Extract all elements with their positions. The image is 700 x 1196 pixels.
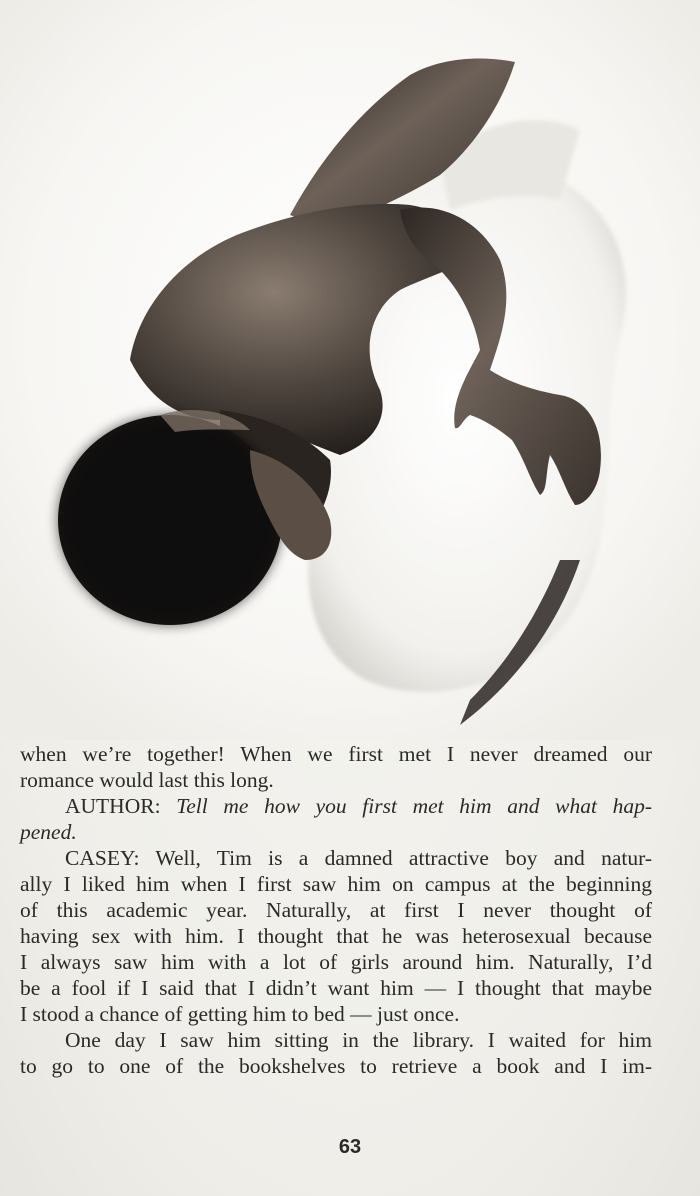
- italic-question: Tell me how you first met him and what hap-: [176, 794, 653, 818]
- page-number: 63: [338, 1136, 362, 1158]
- text-line: when we’re together! When we first met I never dreamed our: [20, 742, 652, 766]
- text-line: I always saw him with a lot of girls around him. Naturally, I’d: [20, 950, 652, 974]
- text-line: pened.: [20, 820, 77, 844]
- text-line: ally I liked him when I first saw him on campus at the beginning: [20, 872, 652, 896]
- text-line: of this academic year. Naturally, at first I never thought of: [20, 898, 652, 922]
- text-line: to go to one of the bookshelves to retrieve a book and I im-: [20, 1054, 652, 1078]
- text-line: I stood a chance of getting him to bed — just once.: [20, 1002, 460, 1026]
- speaker-label: AUTHOR:: [65, 794, 161, 818]
- text-line: be a fool if I said that I didn’t want him — I thought that maybe: [20, 976, 652, 1000]
- text-line: One day I saw him sitting in the library. I waited for him: [65, 1028, 652, 1052]
- text-line: CASEY: Well, Tim is a damned attractive boy and natur-: [65, 846, 652, 870]
- text-line: having sex with him. I thought that he was heterosexual because: [20, 924, 652, 948]
- text-line: romance would last this long.: [20, 768, 274, 792]
- body-text: [20, 741, 652, 1079]
- text-line-speaker: [20, 793, 652, 819]
